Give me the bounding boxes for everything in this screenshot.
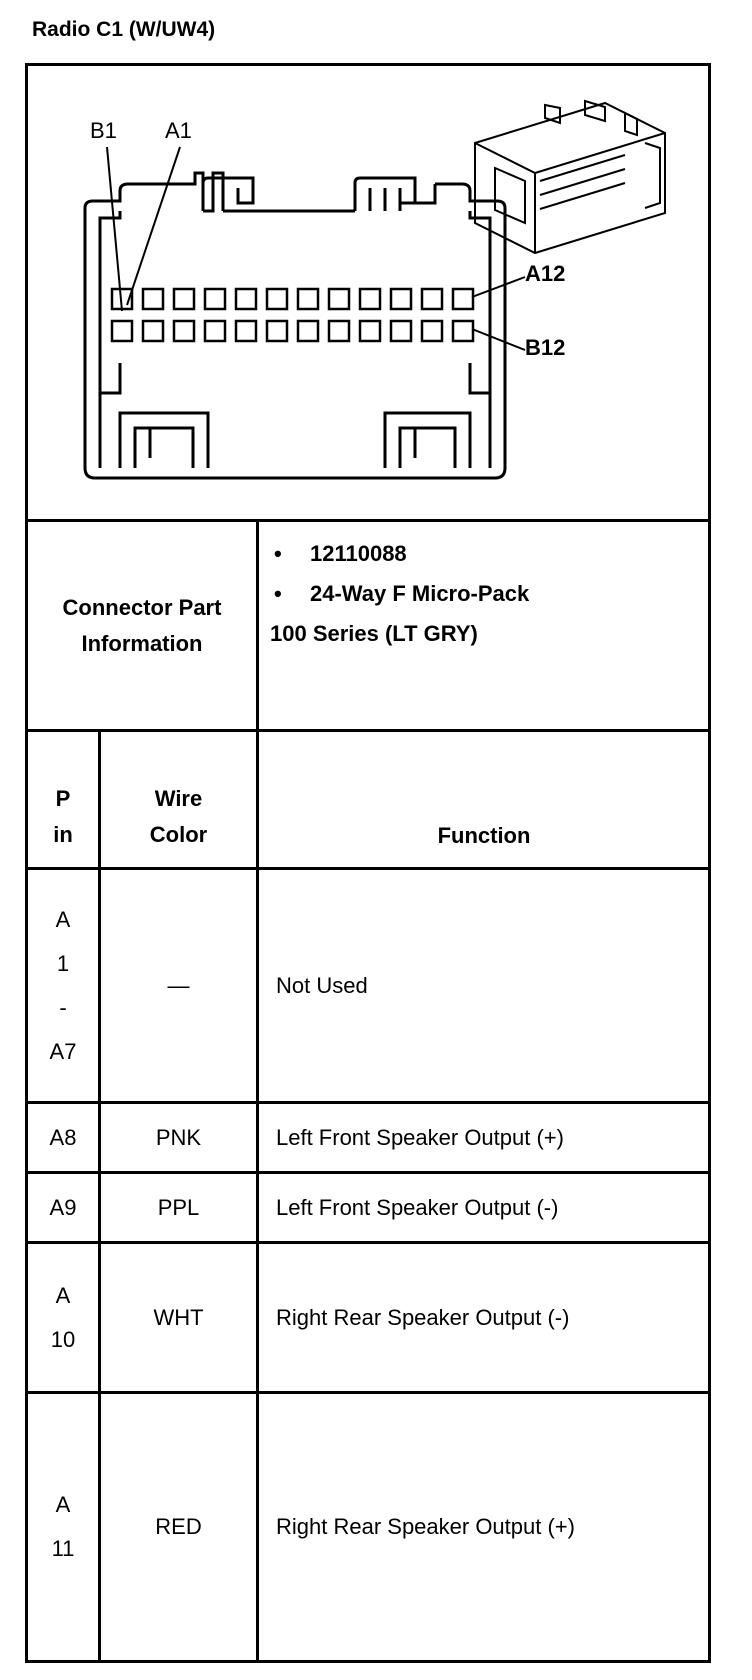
divider	[25, 729, 711, 732]
pin-cavity	[205, 289, 225, 309]
function-cell: Left Front Speaker Output (+)	[276, 1124, 564, 1150]
wire-color-cell: —	[167, 972, 190, 998]
pin-cell: A8	[49, 1124, 77, 1150]
pin-cavity	[422, 289, 442, 309]
pin-cavity	[360, 321, 380, 341]
pin-cavity	[143, 289, 163, 309]
connector-info-header-line2: Information	[81, 630, 203, 656]
pin-cell: A 11	[51, 1492, 75, 1561]
pin-cell: A9	[49, 1194, 77, 1220]
connector-info-item: • 12110088	[274, 541, 407, 566]
connector-info-item: 100 Series (LT GRY)	[270, 621, 478, 646]
wire-color-header: Wire Color	[149, 786, 208, 847]
pin-cavity	[298, 289, 318, 309]
connector-info-item: • 24-Way F Micro-Pack	[274, 581, 530, 606]
function-header: Function	[437, 823, 531, 848]
pin-cavity	[391, 321, 411, 341]
pin-cavity	[267, 289, 287, 309]
pin-cavity	[236, 289, 256, 309]
connector-info-header	[28, 522, 256, 729]
connector-info-list	[270, 534, 700, 654]
label-a12: A12	[525, 261, 566, 286]
pin-cavity	[174, 289, 194, 309]
pin-cavity	[267, 321, 287, 341]
pin-cell: A 1 - A7	[49, 906, 77, 1064]
pin-cavity	[360, 289, 380, 309]
wire-color-cell: PNK	[155, 1124, 202, 1150]
pin-cavity	[453, 289, 473, 309]
pin-cavity	[112, 321, 132, 341]
connector-diagram	[25, 63, 711, 523]
pin-cavity	[329, 321, 349, 341]
label-b12: B12	[525, 335, 566, 360]
pin-cavity	[174, 321, 194, 341]
pin-cavity	[453, 321, 473, 341]
wire-color-cell: WHT	[153, 1304, 204, 1330]
function-cell: Not Used	[276, 972, 368, 998]
pin-cavity	[143, 321, 163, 341]
label-b1: B1	[90, 118, 117, 143]
pin-cavity	[236, 321, 256, 341]
label-a1: A1	[165, 118, 192, 143]
pin-header: P in	[53, 786, 73, 847]
function-cell: Right Rear Speaker Output (-)	[276, 1304, 570, 1330]
pin-cavity	[422, 321, 442, 341]
pin-cavity	[298, 321, 318, 341]
connector-info-header-line1: Connector Part	[62, 594, 222, 620]
pin-cavity	[205, 321, 225, 341]
function-cell: Left Front Speaker Output (-)	[276, 1194, 559, 1220]
wire-color-cell: RED	[155, 1514, 202, 1539]
pin-cavity	[391, 289, 411, 309]
page-title: Radio C1 (W/UW4)	[32, 18, 216, 41]
function-cell: Right Rear Speaker Output (+)	[276, 1514, 575, 1539]
pin-cavity	[329, 289, 349, 309]
pin-cell: A 10	[50, 1282, 76, 1352]
wire-color-cell: PPL	[157, 1194, 200, 1220]
